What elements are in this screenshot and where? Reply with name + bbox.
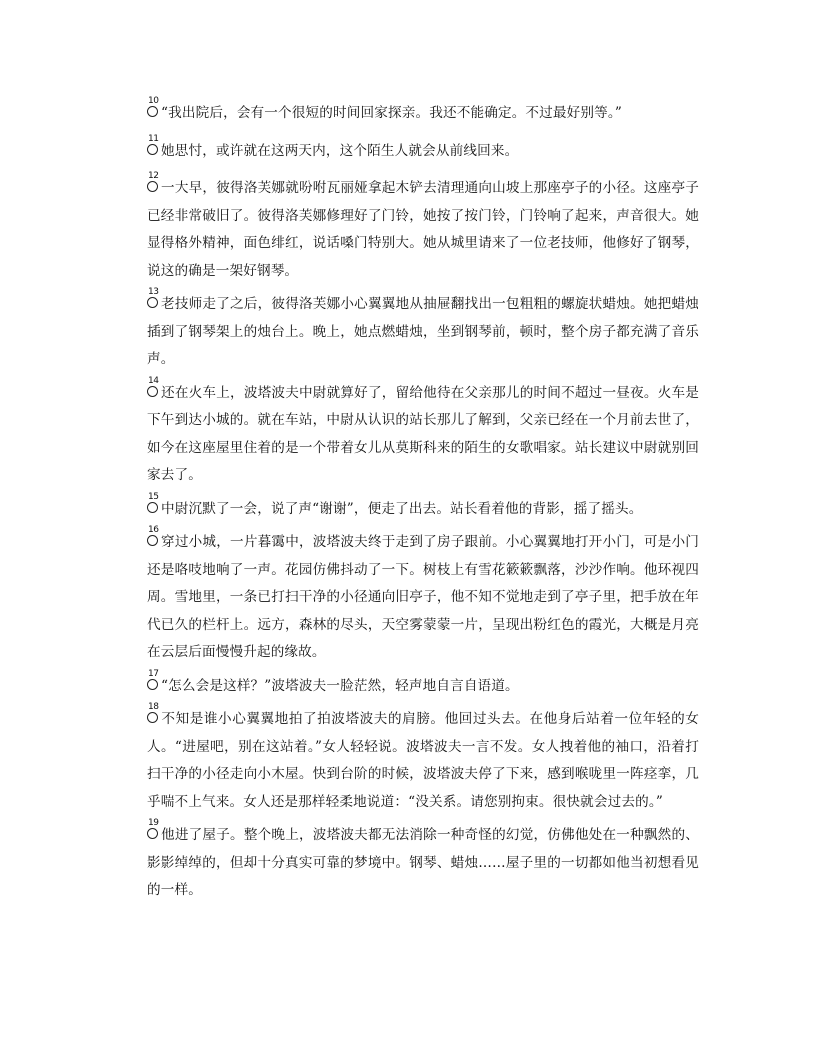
paragraph-marker: 12 bbox=[147, 181, 160, 193]
circle-icon bbox=[147, 679, 158, 690]
paragraph-12: 12 一大早，彼得洛芙娜就吩咐瓦丽娅拿起木铲去清理通向山坡上那座亭子的小径。这座亭子已经非常破旧了。彼得洛芙娜修理好了门铃，她按了按门铃，门铃响了起来，声音很大。她显得格外精神，面色绯红，说话嗓门特别大。她从城里请来了一位老技师，他修好了钢琴，说这的确是一架好钢琴。 bbox=[147, 171, 699, 279]
paragraph-15: 15 中尉沉默了一会，说了声“谢谢”，便走了出去。站长看着他的背影，摇了摇头。 bbox=[148, 491, 643, 517]
paragraph-marker: 11 bbox=[147, 144, 160, 156]
circle-icon bbox=[147, 181, 158, 192]
paragraph-16: 16 穿过小城，一片暮霭中，波塔波夫终于走到了房子跟前。小心翼翼地打开小门，可是小门还是咯吱地响了一声。花园仿佛抖动了一下。树枝上有雪花簌簌飘落，沙沙作响。他环视四周。雪地里，一条已打扫干净的小径通向旧亭子，他不知不觉地走到了亭子里，把手放在年代已久的栏杆上。远方，森林的尽头，天空雾蒙蒙一片，呈现出粉红色的霞光，大概是月亮在云层后面慢慢升起的缘故。 bbox=[147, 525, 699, 660]
paragraph-13: 13 老技师走了之后，彼得洛芙娜小心翼翼地从抽屉翻找出一包粗粗的螺旋状蜡烛。她把蜡烛插到了钢琴架上的烛台上。晚上，她点燃蜡烛，坐到钢琴前，顿时，整个房子都充满了音乐声。 bbox=[147, 287, 699, 367]
paragraph-marker: 19 bbox=[147, 828, 160, 840]
paragraph-marker: 14 bbox=[147, 386, 160, 398]
circle-icon bbox=[147, 828, 158, 839]
paragraph-marker: 17 bbox=[147, 679, 160, 691]
circle-icon bbox=[147, 535, 158, 546]
circle-icon bbox=[147, 144, 158, 155]
paragraph-marker: 18 bbox=[147, 712, 160, 724]
circle-icon bbox=[147, 386, 158, 397]
paragraph-marker: 13 bbox=[147, 297, 160, 309]
paragraph-14: 14 还在火车上，波塔波夫中尉就算好了，留给他待在父亲那儿的时间不超过一昼夜。火车是下午到达小城的。就在车站，中尉从认识的站长那儿了解到，父亲已经在一个月前去世了，如今在这座屋里住着的是一个带着女儿从莫斯科来的陌生的女歌唱家。站长建议中尉就别回家去了。 bbox=[147, 375, 699, 483]
circle-icon bbox=[147, 712, 158, 723]
paragraph-10: 10 “我出院后，会有一个很短的时间回家探亲。我还不能确定。不过最好别等。” bbox=[148, 96, 622, 121]
paragraph-19: 19 他进了屋子。整个晚上，波塔波夫都无法消除一种奇怪的幻觉，仿佛他处在一种飘然的、影影绰绰的，但却十分真实可靠的梦境中。钢琴、蜡烛……屋子里的一切都如他当初想看见的一样。 bbox=[147, 818, 699, 898]
paragraph-marker: 16 bbox=[147, 535, 160, 547]
paragraph-marker: 15 bbox=[147, 502, 160, 514]
paragraph-17: 17 “怎么会是这样？”波塔波夫一脸茫然，轻声地自言自语道。 bbox=[148, 668, 519, 694]
circle-icon bbox=[147, 297, 158, 308]
paragraph-11: 11 她思忖，或许就在这两天内，这个陌生人就会从前线回来。 bbox=[148, 133, 519, 159]
article-body bbox=[147, 96, 699, 911]
paragraph-18: 18 不知是谁小心翼翼地拍了拍波塔波夫的肩膀。他回过头去。在他身后站着一位年轻的女人。“进屋吧，别在这站着。”女人轻轻说。波塔波夫一言不发。女人拽着他的袖口，沿着打扫干净的小径走向小木屋。快到台阶的时候，波塔波夫停了下来，感到喉咙里一阵痉挛，几乎喘不上气来。女人还是那样轻柔地说道：“没关系。请您别拘束。很快就会过去的。” bbox=[147, 702, 699, 810]
circle-icon bbox=[147, 502, 158, 513]
circle-icon bbox=[147, 106, 158, 117]
paragraph-marker: 10 bbox=[147, 106, 160, 118]
